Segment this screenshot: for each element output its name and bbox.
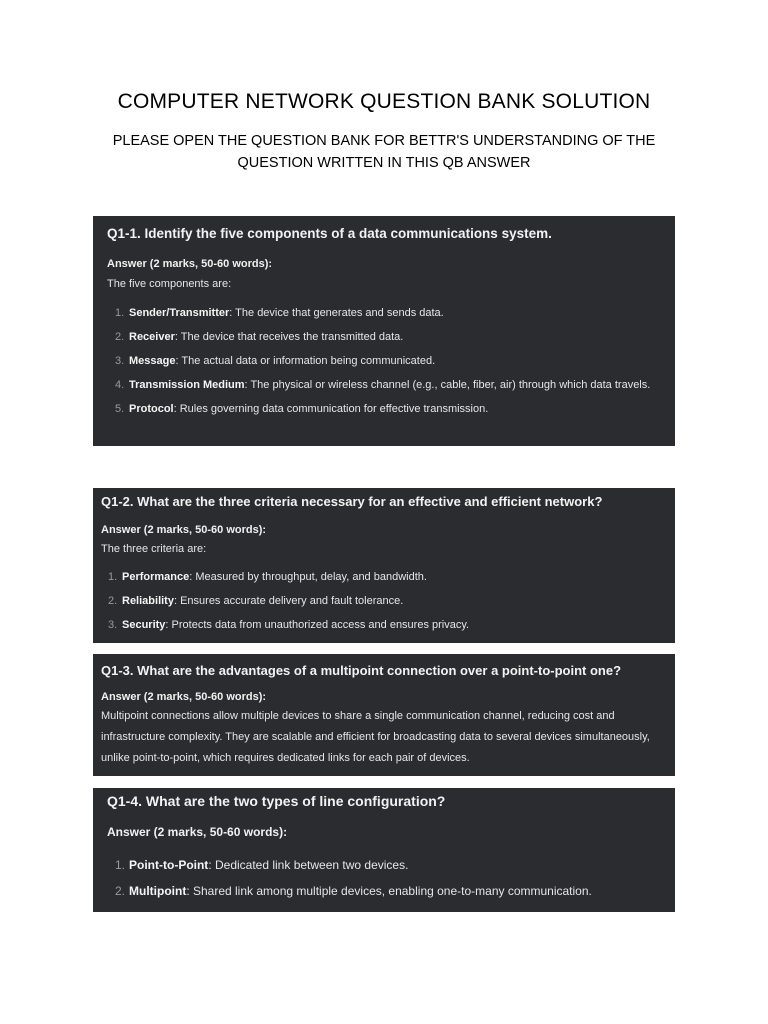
item-description: : The device that receives the transmitted data. — [174, 331, 404, 343]
answer-list — [107, 303, 675, 419]
item-description: : Dedicated link between two devices. — [208, 858, 409, 872]
item-term: Sender/Transmitter — [129, 307, 230, 319]
item-term: Protocol — [129, 403, 174, 415]
item-description: : The physical or wireless channel (e.g., cable, fiber, air) through which data travels. — [244, 379, 651, 391]
item-term: Message — [129, 355, 176, 367]
item-term: Multipoint — [129, 884, 187, 898]
answer-intro: The three criteria are: — [101, 543, 207, 555]
item-number: 3. — [108, 619, 118, 631]
item-description: : Protects data from unauthorized access and ensures privacy. — [165, 619, 470, 631]
item-term: Transmission Medium — [129, 379, 245, 391]
answer-label: Answer (2 marks, 50-60 words): — [101, 691, 267, 703]
item-description: : Measured by throughput, delay, and bandwidth. — [189, 571, 427, 583]
list-item — [107, 375, 675, 395]
question-heading: Q1-1. Identify the five components of a data communications system. — [107, 226, 552, 241]
list-item — [101, 615, 675, 635]
question-heading: Q1-3. What are the advantages of a multipoint connection over a point-to-point one? — [101, 663, 622, 678]
list-item — [107, 327, 675, 347]
item-number: 2. — [115, 884, 126, 898]
question-heading: Q1-4. What are the two types of line configuration? — [107, 793, 446, 809]
answer-label: Answer (2 marks, 50-60 words): — [107, 258, 273, 270]
list-item — [107, 881, 675, 901]
answer-list — [101, 567, 675, 635]
item-term: Performance — [122, 571, 190, 583]
item-number: 1. — [115, 307, 125, 319]
list-item — [107, 399, 675, 419]
item-description: : The device that generates and sends data. — [229, 307, 444, 319]
item-number: 1. — [115, 858, 126, 872]
item-number: 5. — [115, 403, 125, 415]
item-number: 2. — [108, 595, 118, 607]
answer-label: Answer (2 marks, 50-60 words): — [101, 524, 267, 536]
answer-paragraph: Multipoint connections allow multiple devices to share a single communication channel, reducing cost and infrastructure complexity. They are scalable and efficient for broadcasting data to several devices simultaneously, unlike point-to-point, which requires dedicated links for each pair of devices. — [101, 710, 650, 764]
list-item — [107, 351, 675, 371]
item-description: : Shared link among multiple devices, enabling one-to-many communication. — [186, 884, 592, 898]
item-description: : The actual data or information being communicated. — [175, 355, 436, 367]
item-number: 1. — [108, 571, 118, 583]
item-number: 4. — [115, 379, 125, 391]
item-term: Receiver — [129, 331, 175, 343]
item-term: Security — [122, 619, 166, 631]
list-item — [101, 567, 675, 587]
item-description: : Ensures accurate delivery and fault tolerance. — [173, 595, 404, 607]
list-item — [107, 855, 675, 875]
subtitle-line-1: PLEASE OPEN THE QUESTION BANK FOR BETTR'S UNDERSTANDING OF THE — [112, 133, 656, 149]
answer-list — [107, 855, 675, 901]
answer-card-q1-2 — [93, 488, 675, 643]
item-number: 3. — [115, 355, 125, 367]
item-description: : Rules governing data communication for effective transmission. — [173, 403, 489, 415]
subtitle-line-2: QUESTION WRITTEN IN THIS QB ANSWER — [237, 155, 531, 171]
answer-card-q1-1 — [93, 216, 675, 446]
item-number: 2. — [115, 331, 125, 343]
answer-intro: The five components are: — [107, 278, 232, 290]
list-item — [101, 591, 675, 611]
answer-label: Answer (2 marks, 50-60 words): — [107, 825, 288, 839]
item-term: Point-to-Point — [129, 858, 209, 872]
answer-card-q1-3 — [93, 654, 675, 776]
document-title: COMPUTER NETWORK QUESTION BANK SOLUTION — [117, 90, 651, 113]
question-heading: Q1-2. What are the three criteria necessary for an effective and efficient network? — [101, 494, 603, 509]
list-item — [107, 303, 675, 323]
item-term: Reliability — [122, 595, 174, 607]
answer-card-q1-4 — [93, 788, 675, 912]
document-subtitle — [100, 130, 668, 174]
